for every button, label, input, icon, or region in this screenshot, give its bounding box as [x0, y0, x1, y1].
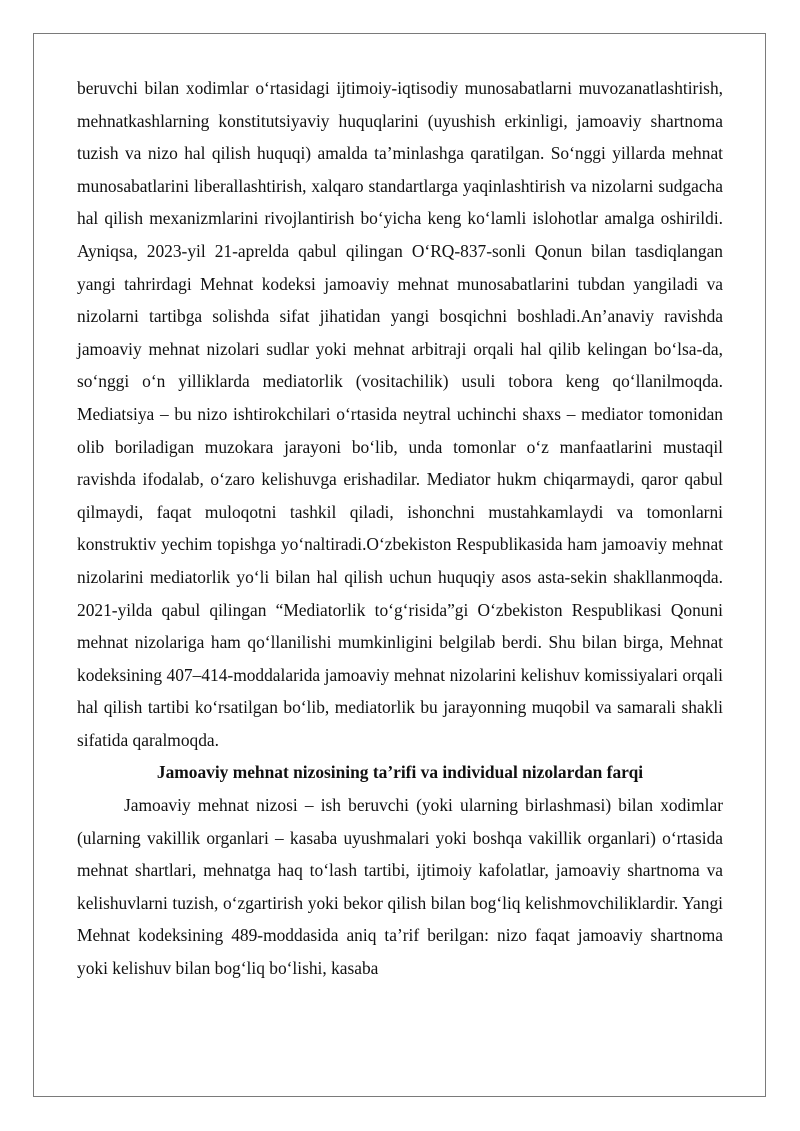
body-paragraph: Jamoaviy mehnat nizosi – ish beruvchi (yoki ularning birlashmasi) bilan xodimlar (ularning vakillik organlari – kasaba uyushmalari yoki boshqa vakillik organlari) o‘rtasida mehnat shartlari, mehnatga haq to‘lash tartibi, ijtimoiy kafolatlar, jamoaviy shartnoma va kelishuvlarni tuzish, o‘zgartirish yoki bekor qilish bilan bog‘liq kelishmovchiliklardir. Yangi Mehnat kodeksining 489-moddasida aniq ta’rif berilgan: nizo faqat jamoaviy shartnoma yoki kelishuv bilan bog‘liq bo‘lishi, kasaba [77, 795, 723, 979]
body-paragraph: beruvchi bilan xodimlar o‘rtasidagi ijtimoiy-iqtisodiy munosabatlarni muvozanatlashtirish, mehnatkashlarning konstitutsiyaviy huquqlarini (uyushish erkinligi, jamoaviy shartnoma tuzish va nizo hal qilish huquqi) amalda ta’minlashga qaratilgan. So‘nggi yillarda mehnat munosabatlarini liberallashtirish, xalqaro standartlarga yaqinlashtirish va nizolarni sudgacha hal qilish mexanizmlarini rivojlantirish bo‘yicha keng ko‘lamli islohotlar amalga oshirildi. Ayniqsa, 2023-yil 21-aprelda qabul qilingan O‘RQ-837-sonli Qonun bilan tasdiqlangan yangi tahrirdagi Mehnat kodeksi jamoaviy mehnat munosabatlarini tubdan yangiladi va nizolarni tartibga solishda sifat jihatidan yangi bosqichni boshladi.An’anaviy ravishda jamoaviy mehnat nizolari sudlar yoki mehnat arbitraji orqali hal qilib kelingan bo‘lsa-da, so‘nggi o‘n yilliklarda mediatorlik (vositachilik) usuli tobora keng qo‘llanilmoqda. Mediatsiya – bu nizo ishtirokchilari o‘rtasida neytral uchinchi shaxs – mediator tomonidan olib boriladigan muzokara jarayoni bo‘lib, unda tomonlar o‘z manfaatlarini mustaqil ravishda ifodalab, o‘zaro kelishuvga erishadilar. Mediator hukm chiqarmaydi, qaror qabul qilmaydi, faqat muloqotni tashkil qiladi, ishonchni mustahkamlaydi va tomonlarni konstruktiv yechim topishga yo‘naltiradi.O‘zbekiston Respublikasida ham jamoaviy mehnat nizolarini mediatorlik yo‘li bilan hal qilish uchun huquqiy asos asta-sekin shakllanmoqda. 2021-yilda qabul qilingan “Mediatorlik to‘g‘risida”gi O‘zbekiston Respublikasi Qonuni mehnat nizolariga ham qo‘llanilishi mumkinligini belgilab berdi. Shu bilan birga, Mehnat kodeksining 407–414-moddalarida jamoaviy mehnat nizolarini kelishuv komissiyalari orqali hal qilish tartibi ko‘rsatilgan bo‘lib, mediatorlik bu jarayonning muqobil va samarali shakli sifatida qaralmoqda. [77, 78, 723, 750]
document-body [77, 72, 723, 985]
section-heading: Jamoaviy mehnat nizosining ta’rifi va individual nizolardan farqi [156, 762, 644, 783]
